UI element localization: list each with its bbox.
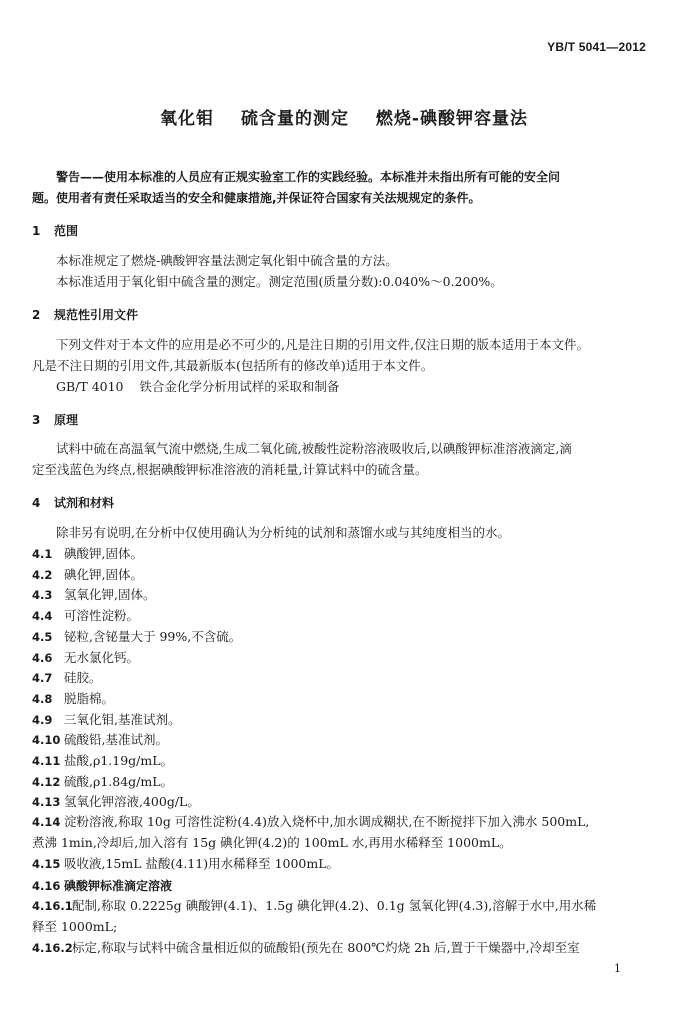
principle-paragraph-2: 定至浅蓝色为终点,根据碘酸钾标准溶液的消耗量,计算试料中的硫含量。	[32, 462, 428, 477]
reagent-item	[32, 876, 172, 896]
item-number: 4.16.1	[32, 899, 73, 913]
item-number: 4.10	[32, 733, 61, 748]
reagent-item	[32, 772, 173, 792]
principle-paragraph-1: 试料中硫在高温氧气流中燃烧,生成二氧化硫,被酸性淀粉溶液吸收后,以碘酸钾标准溶液滴定,滴	[56, 441, 572, 456]
normative-paragraph-1: 下列文件对于本文件的应用是必不可少的,凡是注日期的引用文件,仅注日期的版本适用于本文件。	[56, 337, 589, 352]
reagent-item	[32, 812, 589, 832]
item-number: 4.8	[32, 691, 53, 706]
reagent-item	[32, 668, 102, 688]
reagent-item	[32, 792, 200, 812]
warning-line-2: 题。使用者有责任采取适当的安全和健康措施,并保证符合国家有关法规规定的条件。	[32, 191, 481, 205]
reagent-item	[32, 627, 241, 647]
item-number: 4.2	[32, 567, 53, 582]
item-text: 配制,称取 0.2225g 碘酸钾(4.1)、1.5g 碘化钾(4.2)、0.1g 氢氧化钾(4.3),溶解于水中,用水稀	[72, 898, 597, 913]
reagent-item	[32, 710, 180, 730]
item-number: 4.3	[32, 588, 53, 603]
reagent-item	[32, 544, 143, 564]
item-number: 4.14	[32, 815, 61, 829]
reagent-item	[32, 565, 143, 585]
item-number: 4.5	[32, 629, 53, 644]
item-number: 4.12	[32, 774, 61, 789]
item-text: 三氧化钼,基准试剂。	[64, 711, 181, 727]
reagent-item	[32, 689, 114, 709]
section-reagents-heading	[32, 494, 114, 511]
item-number: 4.15	[32, 857, 61, 871]
reagent-item	[32, 648, 139, 668]
document-title	[0, 104, 688, 129]
item-text: 淀粉溶液,称取 10g 可溶性淀粉(4.4)放入烧杯中,加水调成糊状,在不断搅拌下加入沸水 500mL,	[64, 814, 590, 829]
reagent-item	[32, 606, 139, 626]
section-title: 试剂和材料	[54, 496, 115, 510]
item-text: 无水氯化钙。	[64, 649, 140, 665]
item-number: 4.11	[32, 754, 61, 768]
normative-reference: GB/T 4010 铁合金化学分析用试样的采取和制备	[56, 379, 340, 394]
item-text: 铋粒,含铋量大于 99%,不含硫。	[64, 628, 242, 644]
item-text: 脱脂棉。	[64, 690, 115, 706]
item-number: 4.16	[32, 879, 61, 893]
item-text: 硅胶。	[64, 670, 102, 686]
reagents-intro: 除非另有说明,在分析中仅使用确认为分析纯的试剂和蒸馏水或与其纯度相当的水。	[56, 525, 510, 540]
item-text: 硫酸铅,基准试剂。	[64, 732, 168, 748]
item-number: 4.9	[32, 712, 53, 727]
item-number: 4.7	[32, 671, 53, 686]
reagent-item	[32, 585, 155, 605]
item-number: 4.4	[32, 609, 53, 624]
page-number: 1	[614, 962, 621, 975]
item-text: 可溶性淀粉。	[64, 608, 140, 624]
title-part-2: 硫含量的测定	[240, 109, 349, 129]
reagent-item-continuation: 煮沸 1min,冷却后,加入溶有 15g 碘化钾(4.2)的 100mL 水,再用水稀释至 1000mL。	[32, 835, 512, 850]
normative-paragraph-2: 凡是不注日期的引用文件,其最新版本(包括所有的修改单)适用于本文件。	[32, 358, 434, 373]
section-principle-heading	[32, 411, 78, 428]
item-number: 4.13	[32, 795, 61, 810]
section-number: 3	[32, 413, 41, 427]
reagent-item	[32, 854, 339, 874]
reagent-item	[32, 938, 580, 958]
scope-paragraph-1: 本标准规定了燃烧-碘酸钾容量法测定氧化钼中硫含量的方法。	[56, 253, 398, 268]
item-text: 盐酸,ρ1.19g/mL。	[64, 753, 174, 768]
section-number: 2	[32, 308, 41, 322]
reagent-item-continuation: 释至 1000mL;	[32, 919, 118, 934]
item-text: 碘酸钾标准滴定溶液	[64, 879, 173, 893]
scope-paragraph-2: 本标准适用于氧化钼中硫含量的测定。测定范围(质量分数):0.040%～0.200%。	[56, 274, 503, 289]
standard-code: YB/T 5041—2012	[547, 40, 646, 54]
item-number: 4.6	[32, 650, 53, 665]
reagent-item	[32, 896, 596, 916]
warning-line-1: 警告——使用本标准的人员应有正规实验室工作的实践经验。本标准并未指出所有可能的安全问	[56, 170, 561, 184]
section-normative-heading	[32, 306, 138, 323]
section-number: 4	[32, 496, 41, 510]
reagent-item	[32, 730, 168, 750]
section-number: 1	[32, 224, 41, 238]
item-text: 碘酸钾,固体。	[64, 546, 143, 561]
reagent-item	[32, 751, 173, 771]
item-text: 标定,称取与试料中硫含量相近似的硫酸铅(预先在 800℃灼烧 2h 后,置于干燥器中,冷却至室	[72, 940, 580, 955]
item-text: 硫酸,ρ1.84g/mL。	[64, 773, 174, 789]
title-part-3: 燃烧-碘酸钾容量法	[375, 109, 528, 129]
item-number: 4.1	[32, 547, 53, 561]
item-number: 4.16.2	[32, 941, 73, 955]
title-part-1: 氧化钼	[160, 109, 215, 129]
section-title: 范围	[54, 224, 79, 238]
item-text: 氢氧化钾,固体。	[64, 587, 156, 603]
section-title: 原理	[54, 413, 79, 427]
item-text: 吸收液,15mL 盐酸(4.11)用水稀释至 1000mL。	[64, 856, 340, 871]
item-text: 氢氧化钾溶液,400g/L。	[64, 794, 200, 810]
section-scope-heading	[32, 222, 78, 239]
section-title: 规范性引用文件	[54, 308, 139, 322]
item-text: 碘化钾,固体。	[64, 566, 143, 582]
